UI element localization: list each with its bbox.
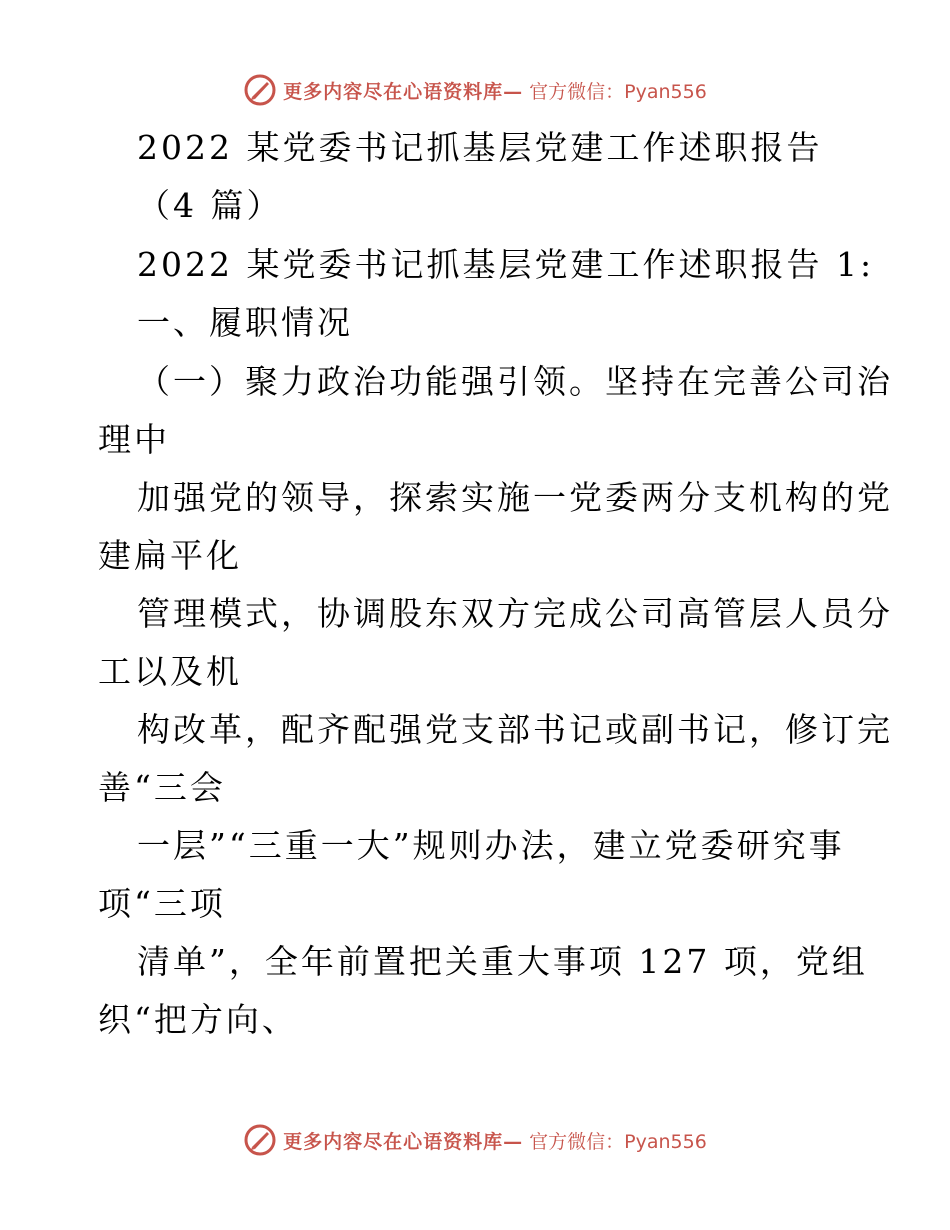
paragraph-line: 理中 <box>98 420 170 459</box>
quill-logo-icon <box>243 1123 277 1157</box>
document-title-line-1: 2022 某党委书记抓基层党建工作述职报告 <box>137 128 823 167</box>
paragraph-line: 织“把方向、 <box>98 1000 298 1039</box>
paragraph-line: 一层”“三重一大”规则办法，建立党委研究事 <box>137 826 845 865</box>
paragraph-line: 清单”，全年前置把关重大事项 127 项，党组 <box>137 942 868 981</box>
watermark-contact: 官方微信：Pyan556 <box>529 1130 707 1153</box>
paragraph-line: 构改革，配齐配强党支部书记或副书记，修订完 <box>137 710 893 749</box>
watermark-text: 更多内容尽在心语资料库— <box>283 80 524 103</box>
paragraph-line: 善“三会 <box>98 768 226 807</box>
watermark-contact: 官方微信：Pyan556 <box>529 80 707 103</box>
document-title-line-2: （4 篇） <box>137 186 283 225</box>
section-heading: 2022 某党委书记抓基层党建工作述职报告 1: <box>137 245 875 284</box>
paragraph-line: 加强党的领导，探索实施一党委两分支机构的党 <box>137 478 893 517</box>
subheading: 一、履职情况 <box>137 303 353 342</box>
watermark-text: 更多内容尽在心语资料库— <box>283 1130 524 1153</box>
paragraph-line: 项“三项 <box>98 884 226 923</box>
header-watermark <box>0 70 950 110</box>
footer-watermark <box>0 1120 950 1160</box>
paragraph-line: 工以及机 <box>98 652 242 691</box>
paragraph-line: 建扁平化 <box>98 536 242 575</box>
paragraph-line: 管理模式，协调股东双方完成公司高管层人员分 <box>137 594 893 633</box>
quill-logo-icon <box>243 73 277 107</box>
paragraph-line: （一）聚力政治功能强引领。坚持在完善公司治 <box>137 362 893 401</box>
